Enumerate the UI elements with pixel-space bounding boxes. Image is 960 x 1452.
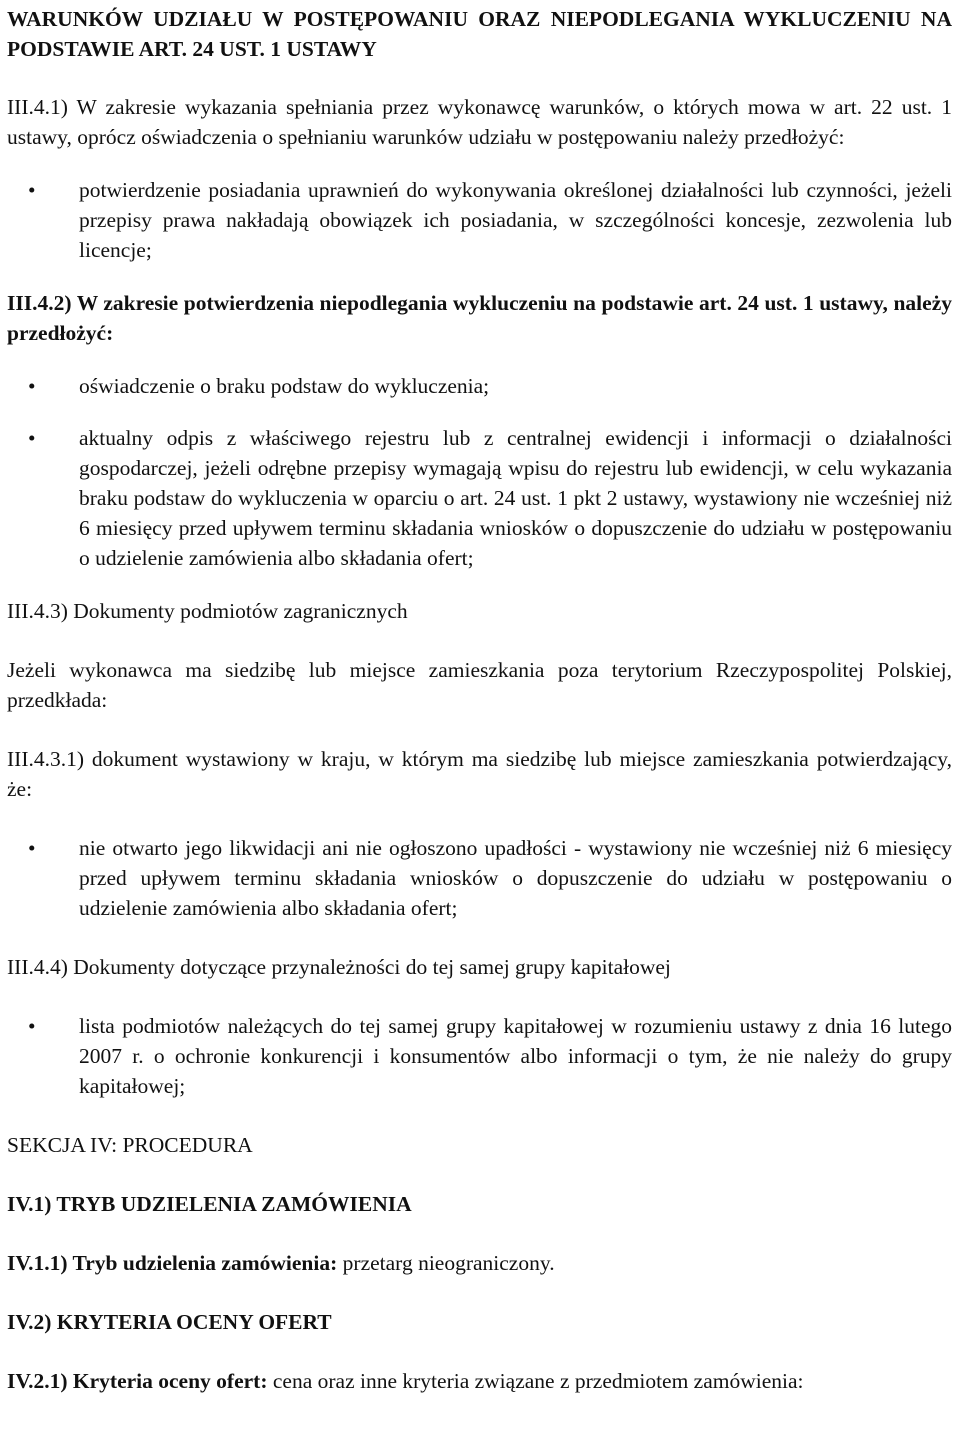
bullet-list-iii-4-4 [7, 1011, 952, 1101]
paragraph-foreign-entities: Jeżeli wykonawca ma siedzibę lub miejsce zamieszkania poza terytorium Rzeczypospolitej Polskiej, przedkłada: [7, 658, 952, 712]
bullet-icon: • [28, 1014, 36, 1038]
paragraph-iii-4-2: III.4.2) W zakresie potwierdzenia niepodlegania wykluczeniu na podstawie art. 24 ust. 1 ustawy, należy przedłożyć: [7, 291, 952, 345]
list-item [7, 175, 952, 265]
section-title-iv: SEKCJA IV: PROCEDURA [7, 1133, 253, 1157]
paragraph-iii-4-1: III.4.1) W zakresie wykazania spełniania przez wykonawcę warunków, o których mowa w art. 22 ust. 1 ustawy, oprócz oświadczenia o spełnianiu warunków udziału w postępowaniu należy przedłożyć: [7, 95, 952, 149]
list-item [7, 1011, 952, 1101]
list-item-text: aktualny odpis z właściwego rejestru lub z centralnej ewidencji i informacji o działalności gospodarczej, jeżeli odrębne przepisy wymagają wpisu do rejestru lub ewidencji, w celu wykazania braku podstaw do wykluczenia w oparciu o art. 24 ust. 1 pkt 2 ustawy, wystawiony nie wcześniej niż 6 miesięcy przed upływem terminu składania wniosków o dopuszczenie do udziału w postępowaniu o udzielenie zamówienia albo składania ofert; [79, 426, 952, 570]
label-iv-2-1: IV.2.1) Kryteria oceny ofert: [7, 1369, 268, 1393]
section-heading: WARUNKÓW UDZIAŁU W POSTĘPOWANIU ORAZ NIEPODLEGANIA WYKLUCZENIU NA PODSTAWIE ART. 24 UST. 1 USTAWY [7, 7, 952, 61]
list-item-text: oświadczenie o braku podstaw do wykluczenia; [79, 374, 490, 398]
list-item [7, 371, 952, 401]
bullet-list-iii-4-3 [7, 833, 952, 923]
heading-iv-2: IV.2) KRYTERIA OCENY OFERT [7, 1310, 332, 1334]
bullet-icon: • [28, 836, 36, 860]
label-iv-1-1: IV.1.1) Tryb udzielenia zamówienia: [7, 1251, 338, 1275]
subsection-title-iii-4-4: III.4.4) Dokumenty dotyczące przynależności do tej samej grupy kapitałowej [7, 955, 671, 979]
list-item [7, 833, 952, 923]
value-iv-2-1: cena oraz inne kryteria związane z przedmiotem zamówienia: [272, 1369, 804, 1393]
paragraph-iii-4-3-1: III.4.3.1) dokument wystawiony w kraju, w którym ma siedzibę lub miejsce zamieszkania potwierdzający, że: [7, 747, 952, 801]
bullet-icon: • [28, 374, 36, 398]
bullet-list-iii-4-1 [7, 175, 952, 265]
list-item [7, 423, 952, 573]
bullet-icon: • [28, 178, 36, 202]
list-item-text: potwierdzenie posiadania uprawnień do wykonywania określonej działalności lub czynności, jeżeli przepisy prawa nakładają obowiązek ich posiadania, w szczególności koncesje, zezwolenia lub licencje; [79, 178, 952, 262]
bullet-list-iii-4-2 [7, 371, 952, 573]
bullet-icon: • [28, 426, 36, 450]
heading-iv-1: IV.1) TRYB UDZIELENIA ZAMÓWIENIA [7, 1192, 412, 1216]
subsection-title-iii-4-3: III.4.3) Dokumenty podmiotów zagranicznych [7, 599, 408, 623]
paragraph-iv-2-1 [7, 1366, 952, 1396]
paragraph-iv-1-1 [7, 1248, 952, 1278]
list-item-text: nie otwarto jego likwidacji ani nie ogłoszono upadłości - wystawiony nie wcześniej niż 6 miesięcy przed upływem terminu składania wniosków o dopuszczenie do udziału w postępowaniu o udzielenie zamówienia albo składania ofert; [79, 836, 952, 920]
value-iv-1-1: przetarg nieograniczony. [342, 1251, 555, 1275]
list-item-text: lista podmiotów należących do tej samej grupy kapitałowej w rozumieniu ustawy z dnia 16 lutego 2007 r. o ochronie konkurencji i konsumentów albo informacji o tym, że nie należy do grupy kapitałowej; [79, 1014, 952, 1098]
